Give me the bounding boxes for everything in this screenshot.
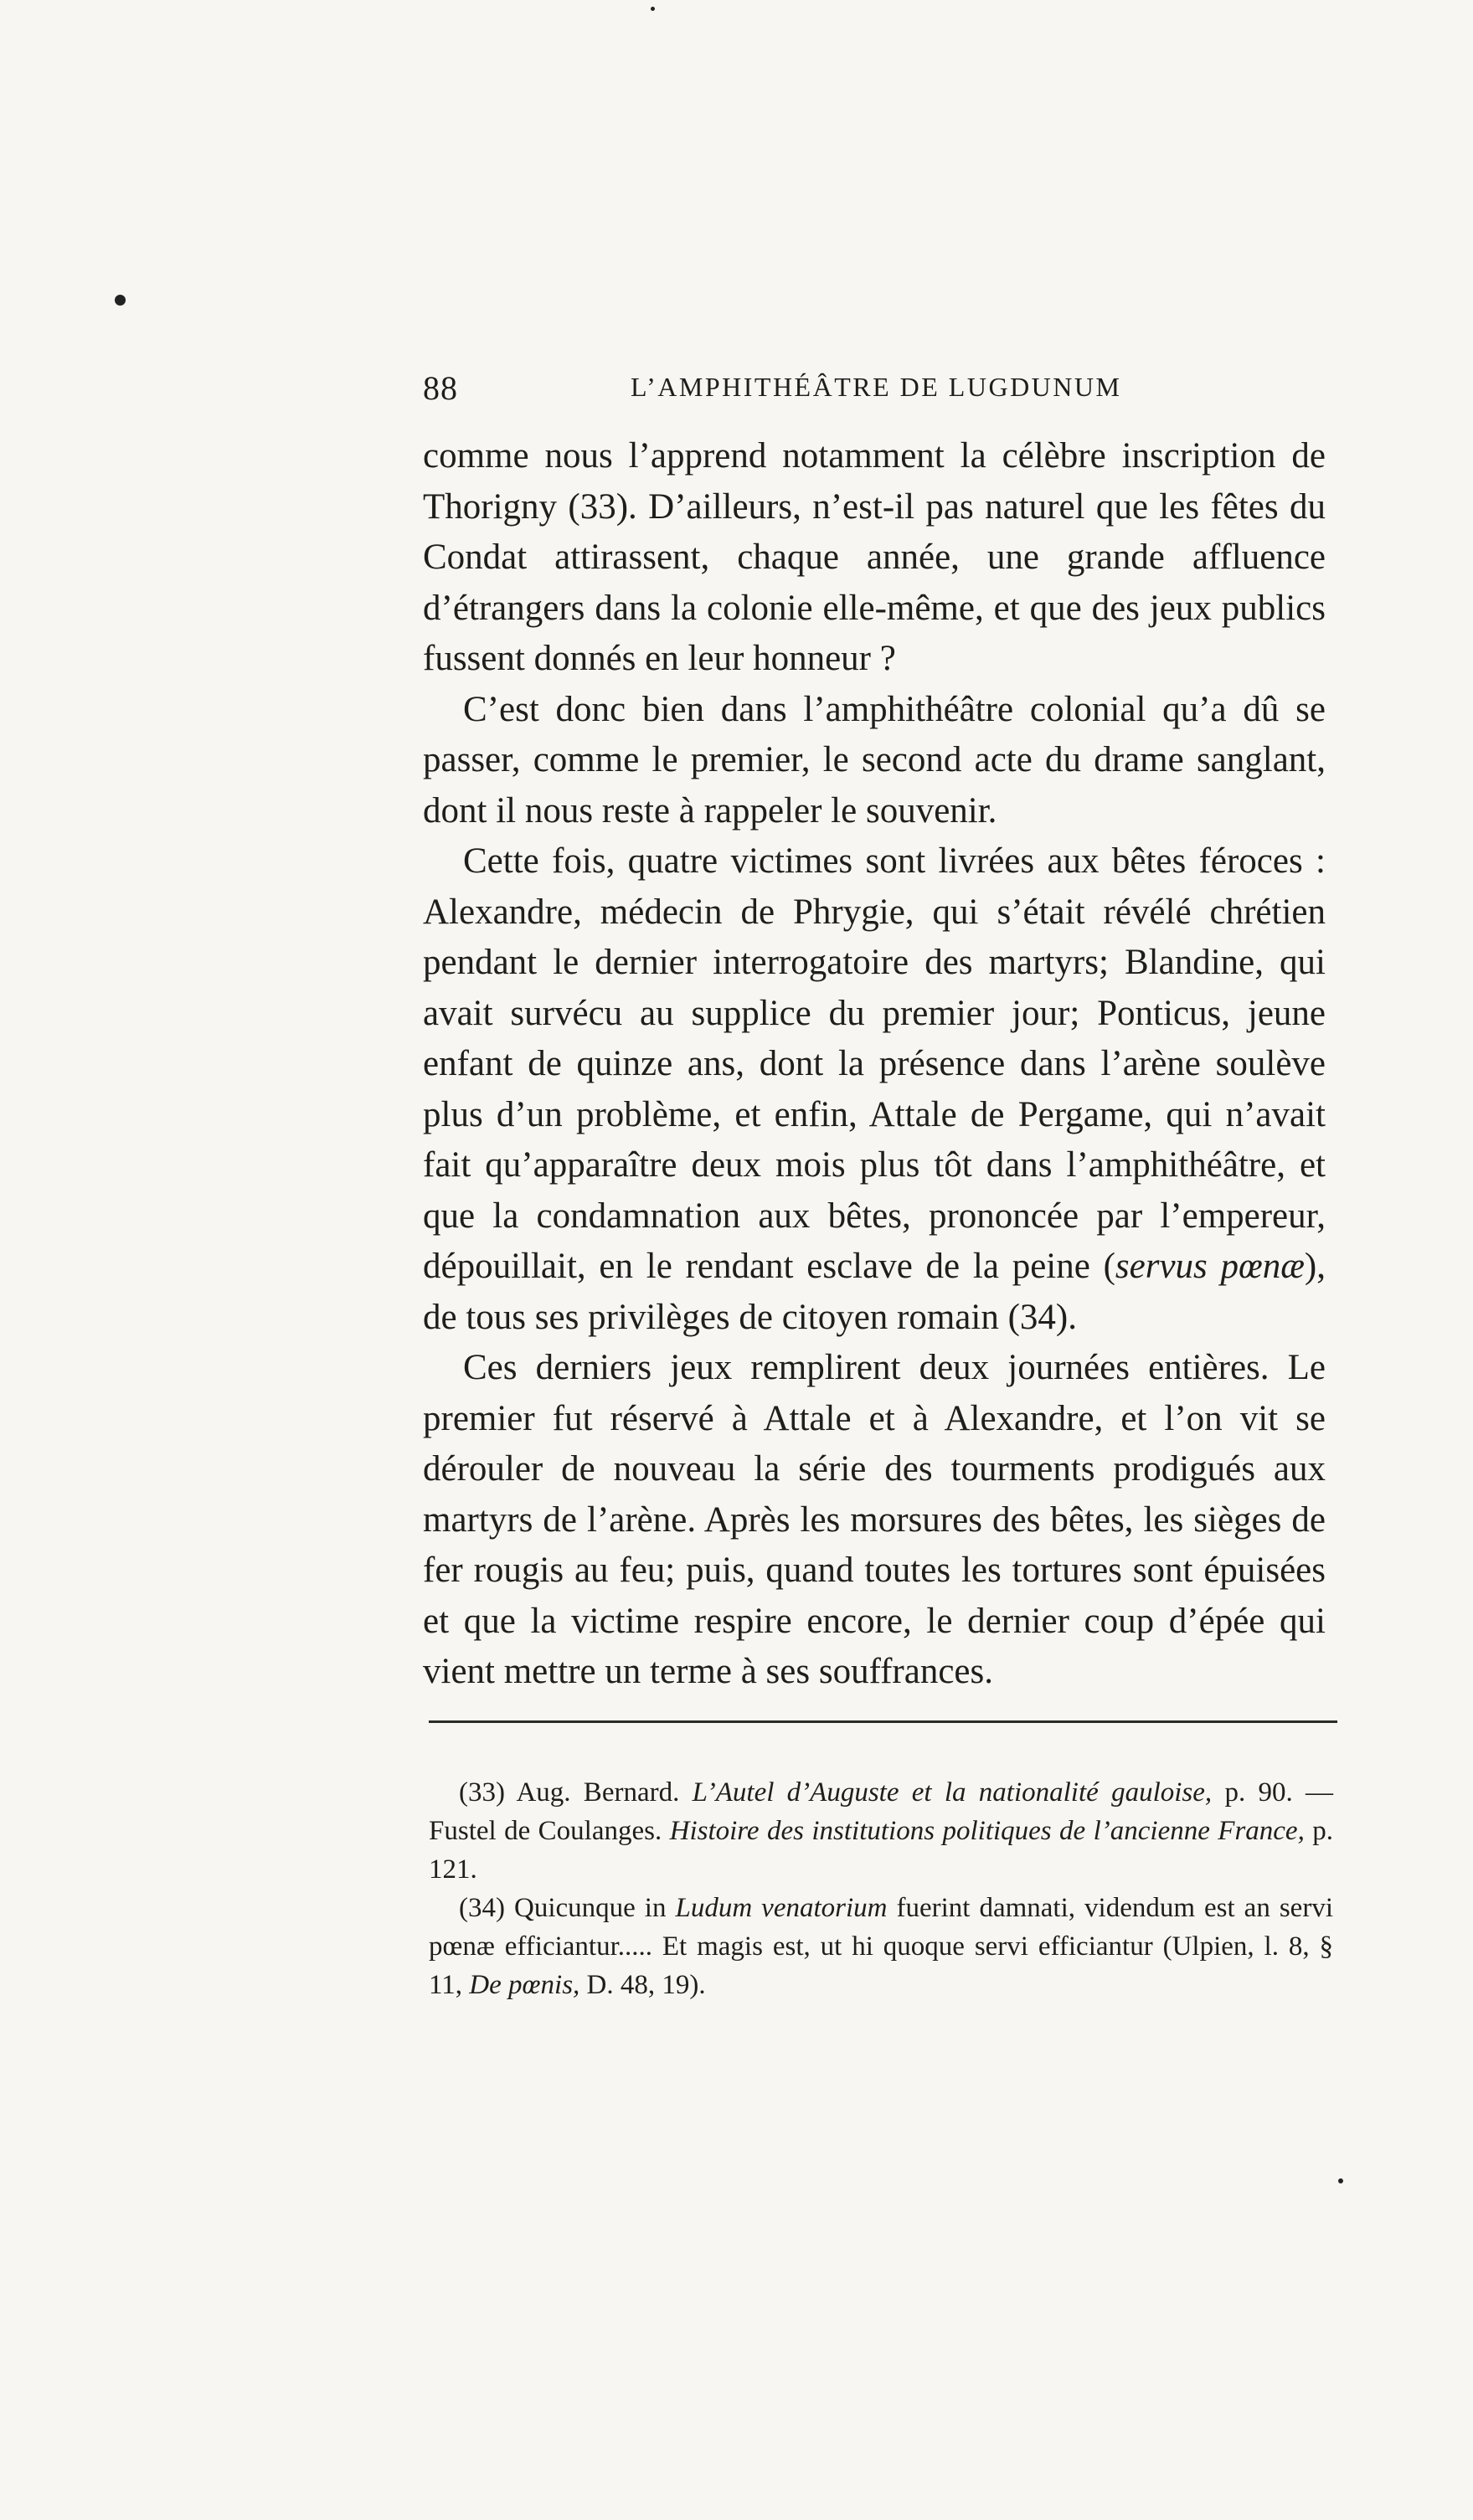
footnote-33-text-3: p. 121. [429, 1816, 1334, 1885]
body-text [423, 431, 1326, 1698]
footnote-34 [429, 1889, 1333, 2004]
footnote-33-text-2: p. 90. — Fustel de Coulanges. [429, 1777, 1333, 1846]
footnote-33-title-1: L’Autel d’Auguste et la nationalité gauloise, [692, 1777, 1213, 1808]
page-header [423, 368, 1344, 419]
paragraph-3 [423, 836, 1326, 1343]
footnote-separator [429, 1720, 1337, 1723]
paragraph-1: comme nous l’apprend notamment la célèbre inscription de Thorigny (33). D’ailleurs, n’est-il pas naturel que les fêtes du Condat attirassent, chaque année, une grande affluence d’étrangers dans la colonie elle-même, et que des jeux publics fussent donnés en leur honneur ? [423, 436, 1326, 678]
footnote-34-text-3: D. 48, 19). [579, 1970, 706, 2000]
footnote-34-title-2: De pœnis, [469, 1970, 580, 2000]
paragraph-3-text-a: Cette fois, quatre victimes sont livrées aux bêtes féroces : Alexandre, médecin de Phrygie, qui s’était révélé chrétien pendant le dernier interrogatoire des martyrs; Blandine, qui avait survécu au supplice du premier jour; Ponticus, jeune enfant de quinze ans, dont la présence dans l’arène soulève plus d’un problème, et enfin, Attale de Pergame, qui n’avait fait qu’apparaître deux mois plus tôt dans l’amphithéâtre, et que la condamnation aux bêtes, prononcée par l’empereur, dépouillait, en le rendant esclave de la peine ( [423, 841, 1326, 1286]
page-number: 88 [423, 369, 458, 407]
ink-speck [115, 295, 126, 306]
footnote-34-title-1: Ludum venatorium [675, 1893, 888, 1923]
running-title: L’AMPHITHÉÂTRE DE LUGDUNUM [631, 372, 1122, 402]
paragraph-3-italic: servus pœnæ [1115, 1247, 1305, 1286]
footnote-33-number: (33) Aug. Bernard. [459, 1777, 693, 1808]
footnotes [429, 1773, 1333, 2004]
paragraph-3-text-b: ), de tous ses privilèges de citoyen romain (34). [423, 1247, 1326, 1337]
footnote-34-number: (34) Quicunque in [459, 1893, 676, 1923]
footnote-34-text-2: fuerint damnati, videndum est an servi pœnæ efficiantur..... Et magis est, ut hi quoque servi efficiantur (Ulpien, l. 8, § 11, [429, 1893, 1333, 2000]
ink-speck [1338, 2178, 1343, 2183]
paragraph-4: Ces derniers jeux remplirent deux journées entières. Le premier fut réservé à Attale et à Alexandre, et l’on vit se dérouler de nouveau la série des tourments prodigués aux martyrs de l’arène. Après les morsures des bêtes, les sièges de fer rougis au feu; puis, quand toutes les tortures sont épuisées et que la victime respire encore, le dernier coup d’épée qui vient mettre un terme à ses souffrances. [423, 1348, 1326, 1691]
footnote-33 [429, 1773, 1333, 1889]
ink-speck [651, 7, 655, 11]
paragraph-2: C’est donc bien dans l’amphithéâtre colonial qu’a dû se passer, comme le premier, le second acte du drame sanglant, dont il nous reste à rappeler le souvenir. [423, 689, 1326, 831]
footnote-33-title-2: Histoire des institutions politiques de l’ancienne France, [669, 1816, 1305, 1846]
